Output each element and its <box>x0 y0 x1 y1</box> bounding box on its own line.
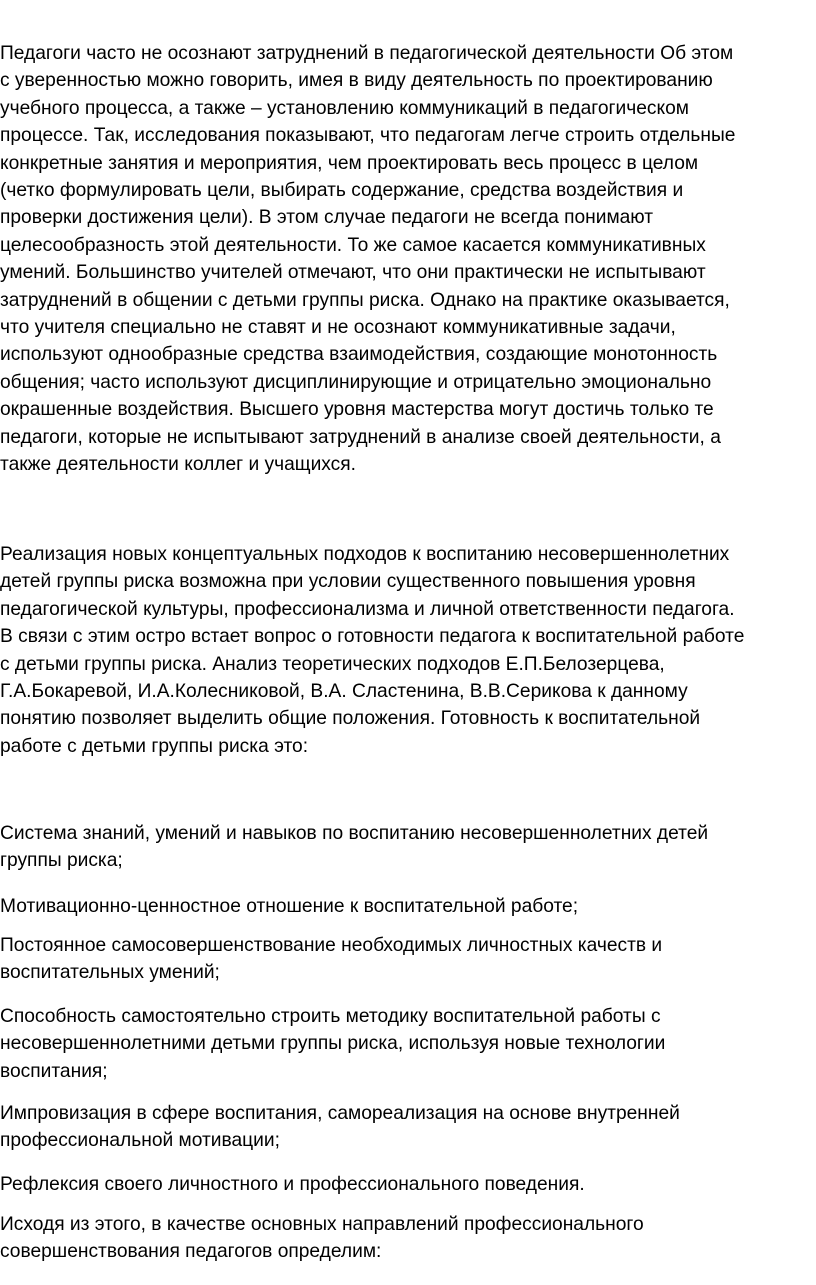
text-line: несовершеннолетними детьми группы риска, используя новые технологии <box>0 1033 666 1055</box>
text-line: понятию позволяет выделить общие положения. Готовность к воспитательной <box>0 708 701 730</box>
text-line: профессиональной мотивации; <box>0 1130 280 1152</box>
text-line: совершенствования педагогов определим: <box>0 1241 382 1263</box>
text-line: окрашенные воздействия. Высшего уровня мастерства могут достичь только те <box>0 399 714 421</box>
list-item-reflection <box>0 1171 816 1198</box>
text-line: педагоги, которые не испытывают затруднений в анализе своей деятельности, а <box>0 426 721 448</box>
list-item-motivation <box>0 893 816 920</box>
text-line: Педагоги часто не осознают затруднений в педагогической деятельности Об этом <box>0 43 734 64</box>
text-line: процессе. Так, исследования показывают, что педагогам легче строить отдельные <box>0 125 736 147</box>
list-item-knowledge-system <box>0 820 816 875</box>
text-line: конкретные занятия и мероприятия, чем проектировать весь процесс в целом <box>0 152 699 174</box>
text-line: с уверенностью можно говорить, имея в виду деятельность по проектированию <box>0 70 713 92</box>
text-line: используют однообразные средства взаимодействия, создающие монотонность <box>0 344 718 366</box>
text-line: Мотивационно-ценностное отношение к воспитательной работе; <box>0 896 579 917</box>
text-line: Импровизация в сфере воспитания, самореализация на основе внутренней <box>0 1103 680 1124</box>
text-line: с детьми группы риска. Анализ теоретических подходов Е.П.Белозерцева, <box>0 653 665 675</box>
text-line: педагогической культуры, профессионализма и личной ответственности педагога. <box>0 598 735 620</box>
text-line: Постоянное самосовершенствование необходимых личностных качеств и <box>0 935 663 956</box>
text-line: учебного процесса, а также – установлению коммуникаций в педагогическом <box>0 97 689 119</box>
list-item-improvisation <box>0 1100 816 1155</box>
text-line: Рефлексия своего личностного и профессионального поведения. <box>0 1174 585 1195</box>
text-line: работе с детьми группы риска это: <box>0 735 309 757</box>
paragraph-closing <box>0 1211 816 1266</box>
text-line: затруднений в общении с детьми группы риска. Однако на практике оказывается, <box>0 289 730 311</box>
text-line: воспитательных умений; <box>0 962 220 984</box>
text-line: (четко формулировать цели, выбирать содержание, средства воздействия и <box>0 180 684 202</box>
list-item-self-improvement <box>0 932 816 987</box>
text-line: В связи с этим остро встает вопрос о готовности педагога к воспитательной работе <box>0 626 745 648</box>
text-line: Исходя из этого, в качестве основных направлений профессионального <box>0 1214 644 1235</box>
text-line: воспитания; <box>0 1060 108 1082</box>
text-line: Г.А.Бокаревой, И.А.Колесниковой, В.А. Сластенина, В.В.Серикова к данному <box>0 681 688 703</box>
list-item-methodology <box>0 1003 816 1085</box>
text-line: общения; часто используют дисциплинирующие и отрицательно эмоционально <box>0 371 712 393</box>
text-line: Реализация новых концептуальных подходов к воспитанию несовершеннолетних <box>0 544 730 565</box>
text-line: также деятельности коллег и учащихся. <box>0 454 356 476</box>
text-line: детей группы риска возможна при условии существенного повышения уровня <box>0 571 696 593</box>
text-line: Способность самостоятельно строить методику воспитательной работы с <box>0 1006 661 1027</box>
text-line: проверки достижения цели). В этом случае педагоги не всегда понимают <box>0 207 654 229</box>
paragraph-readiness <box>0 541 816 760</box>
paragraph-difficulties <box>0 40 816 479</box>
text-line: целесообразность этой деятельности. То же самое касается коммуникативных <box>0 234 706 256</box>
text-line: группы риска; <box>0 850 123 872</box>
text-line: Система знаний, умений и навыков по воспитанию несовершеннолетних детей <box>0 823 709 844</box>
text-line: умений. Большинство учителей отмечают, что они практически не испытывают <box>0 262 706 284</box>
text-line: что учителя специально не ставят и не осознают коммуникативные задачи, <box>0 317 676 339</box>
